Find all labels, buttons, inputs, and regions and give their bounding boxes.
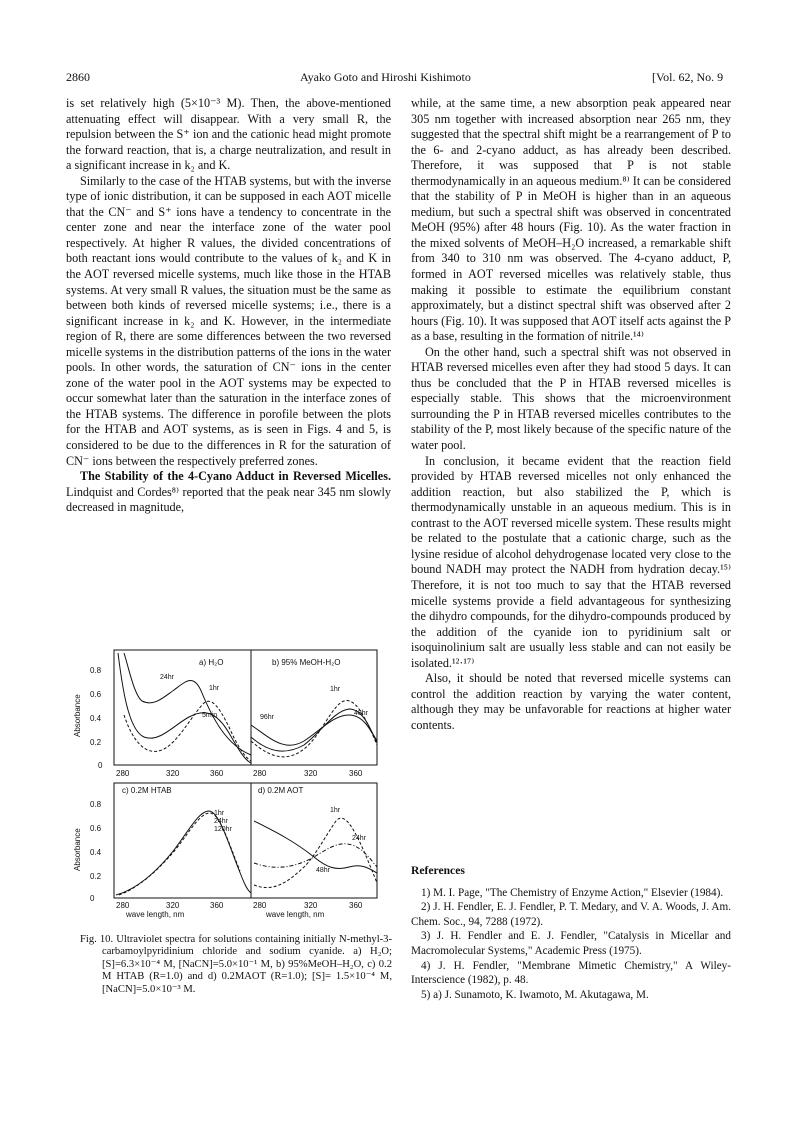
- right-paragraph-4: Also, it should be noted that reversed micelle systems can control the addition reaction by varying the water content, although they may be unfavorable for reactions at higher water contents.: [411, 671, 731, 732]
- ytick-label: 0.4: [90, 848, 102, 857]
- running-head-volume: [Vol. 62, No. 9: [652, 70, 724, 84]
- ytick-label: 0.8: [90, 800, 102, 809]
- running-head-authors: Ayako Goto and Hiroshi Kishimoto: [300, 70, 471, 84]
- curve-annotation: 1hr: [209, 685, 220, 692]
- references-heading: References: [411, 864, 465, 877]
- panel-b-label: b) 95% MeOH-H₂O: [272, 658, 341, 667]
- ytick-label: 0.2: [90, 738, 102, 747]
- panel-c-frame: [114, 783, 251, 898]
- xtick-label: 360: [349, 901, 363, 910]
- page-number: 2860: [66, 70, 90, 84]
- spectrum-curve-120hr: [116, 811, 251, 895]
- panel-c-label: c) 0.2M HTAB: [122, 786, 172, 795]
- panel-d-label: d) 0.2M AOT: [258, 786, 304, 795]
- references: [411, 864, 731, 1002]
- curve-annotation: 1hr: [330, 686, 341, 693]
- xtick-label: 320: [304, 901, 318, 910]
- xtick-label: 320: [166, 769, 180, 778]
- reference-item: 2) J. H. Fendler, E. J. Fendler, P. T. Medary, and V. A. Woods, J. Am. Chem. Soc., 94, 7288 (1972).: [411, 901, 731, 928]
- reference-item: 3) J. H. Fendler and E. J. Fendler, "Catalysis in Micellar and Macromolecular Systems," Academic Press (1975).: [411, 930, 731, 957]
- spectrum-curve-24hr: [124, 653, 251, 755]
- curve-annotation: 1hr: [330, 807, 341, 814]
- right-column: [411, 96, 731, 733]
- xtick-label: 280: [253, 769, 267, 778]
- ytick-label: 0: [98, 761, 103, 770]
- curve-annotation: 1hr: [214, 810, 225, 817]
- panel-b-frame: [251, 650, 377, 765]
- figure-caption-text: Fig. 10. Ultraviolet spectra for solutions containing initially N-methyl-3-carbamoylpyridinium chloride and sodium cyanide. a) H₂O; [S]=6.3×10⁻⁴ M, [NaCN]=5.0×10⁻¹ M, b) 95%MeOH–H₂O, c) 0.2 M HTAB (R=1.0) and d) 0.2MAOT (R=1.0); [S]= 1.5×10⁻⁴ M, [NaCN]=5.0×10⁻³ M.: [80, 934, 392, 995]
- curve-annotation: 24hr: [352, 835, 367, 842]
- reference-item: 5) a) J. Sunamoto, K. Iwamoto, M. Akutagawa, M.: [421, 988, 649, 1001]
- curve-annotation: 5min: [202, 712, 218, 719]
- xtick-label: 360: [349, 769, 363, 778]
- xtick-label: 320: [304, 769, 318, 778]
- curve-annotation: 24hr: [214, 818, 229, 825]
- xtick-label: 320: [166, 901, 180, 910]
- left-paragraph-3: Lindquist and Cordes⁸⁾ reported that the peak near 345 nm slowly decreased in magnitude,: [66, 484, 391, 515]
- right-paragraph-1: while, at the same time, a new absorption peak appeared near 305 nm together with increased absorption near 265 nm, they suggested that the spectral shift might be a rearrangement of P to the 6- and 2-cyano adduct, as has already been described. Therefore, it was supposed that P is not stable thermodynamically in an aqueous medium.⁸⁾ It can be considered that the stability of P in MeOH is higher than in an aqueous medium, but such a spectral shift was observed in concentrated MeOH (95%) after 48 hours (Fig. 10). As the water fraction in the mixed solvents of MeOH–H₂O increased, a remarkable shift from 340 to 310 nm was observed. The 4-cyano adduct, P, formed in AOT reversed micelles was relatively stable, thus making it possible to estimate the equilibrium constant approximately, but a distinct spectral shift was observed after 2 hours (Fig. 10). It was supposed that AOT itself acts against the P as a base, resulting in the formation of nitrile.¹⁴⁾: [411, 96, 731, 344]
- ytick-label: 0.2: [90, 872, 102, 881]
- xtick-label: 280: [253, 901, 267, 910]
- spectrum-curve-48hr: [254, 821, 377, 873]
- spectrum-curve-1hr: [119, 813, 240, 895]
- figure-caption: [80, 934, 392, 996]
- spectrum-curve-5min: [118, 653, 251, 763]
- panel-a-frame: [114, 650, 251, 765]
- ytick-label: 0.8: [90, 666, 102, 675]
- left-column: [66, 96, 391, 516]
- y-axis-label: Absorbance: [73, 694, 82, 737]
- ytick-label: 0.6: [90, 824, 102, 833]
- left-paragraph-1: is set relatively high (5×10⁻³ M). Then, the above-mentioned attenuating effect will disappear. With a very small R, the repulsion between the S⁺ ion and the cationic head might promote the forward reaction, that is, a charge neutralization, and result in a significant increase in k₂ and K.: [66, 96, 391, 173]
- spectrum-curve-1hr: [124, 701, 251, 761]
- x-axis-label: wave length, nm: [266, 910, 325, 919]
- ytick-label: 0: [90, 894, 95, 903]
- xtick-label: 280: [116, 901, 130, 910]
- xtick-label: 280: [116, 769, 130, 778]
- xtick-label: 360: [210, 769, 224, 778]
- panel-a-label: a) H₂O: [199, 658, 224, 667]
- reference-item: 4) J. H. Fendler, "Membrane Mimetic Chemistry," A Wiley-Interscience (1982), p. 48.: [411, 959, 731, 987]
- ytick-label: 0.6: [90, 690, 102, 699]
- y-axis-label: Absorbance: [73, 828, 82, 871]
- ytick-label: 0.4: [90, 714, 102, 723]
- curve-annotation: 96hr: [260, 714, 275, 721]
- left-paragraph-2: Similarly to the case of the HTAB systems, but with the inverse type of ionic distribution, it can be supposed in each AOT micelle that the CN⁻ and S⁺ ions have a tendency to concentrate in the center zone and near the interface zone of the water pool respectively. At higher R values, the divided concentrations of both reactant ions would contribute to the values of k₂ and K in the AOT reversed micelle systems, much like those in the HTAB systems. At very small R values, the situation must be the same as between both kinds of reversed micelle systems; i.e., there is a significant increase in k₂ and K. However, in the intermediate region of R, there are some differences between the two reversed micelle systems in the distribution patterns of the ions in the water pools. In other words, the saturation of CN⁻ ions in the center zone of the water pool in the AOT systems may be expected to occur somewhat later than the saturation in the interface zones of the HTAB systems. The difference in porofile between the plots for the HTAB and AOT systems, as is seen in Figs. 4 and 5, is considered to be due to the differences in R for the saturation of CN⁻ ions between the respectively preferred zones.: [66, 173, 391, 468]
- section-title: The Stability of the 4-Cyano Adduct in Reversed Micelles.: [80, 469, 391, 484]
- right-paragraph-2: On the other hand, such a spectral shift was not observed in HTAB reversed micelles even after they had stood 5 days. It can thus be concluded that the P in HTAB reversed micelles is especially stable. This shows that the microenvironment surrounding the P in HTAB reversed micelles contributes to the stability of the P, most likely because of the specific nature of the water pool.: [411, 344, 731, 453]
- right-paragraph-3: In conclusion, it became evident that the reaction field provided by HTAB reversed micelles not only enhanced the addition reaction, but also stabilized the P, which is thermodynamically unstable in an aqueous medium. This is in contrast to the AOT reversed micelle system. These results might be related to the postulate that a cationic charge, such as the lysine residue of alcohol dehydrogenase located very close to the bound NADH may protect the NADH from hydration decay.¹⁵⁾ Therefore, it is not too much to say that the HTAB reversed micelle systems provide a field advantageous for synthesizing the dihydro compounds, for the dihydro-compounds produced by the addition of the cyanide ion to pyridinium salt or isoquinolinium salt are usually less stable and can not easily be isolated.¹²·¹⁷⁾: [411, 453, 731, 670]
- figure-10-spectra: [64, 645, 394, 920]
- curve-annotation: 48hr: [316, 867, 331, 874]
- curve-annotation: 24hr: [160, 674, 175, 681]
- spectrum-curve-24hr: [254, 844, 377, 868]
- curve-annotation: 120hr: [214, 826, 232, 833]
- spectrum-curve-1hr: [254, 818, 377, 887]
- xtick-label: 360: [210, 901, 224, 910]
- curve-annotation: 48hr: [354, 710, 369, 717]
- x-axis-label: wave length, nm: [126, 910, 185, 919]
- reference-item: 1) M. I. Page, "The Chemistry of Enzyme Action," Elsevier (1984).: [421, 886, 724, 899]
